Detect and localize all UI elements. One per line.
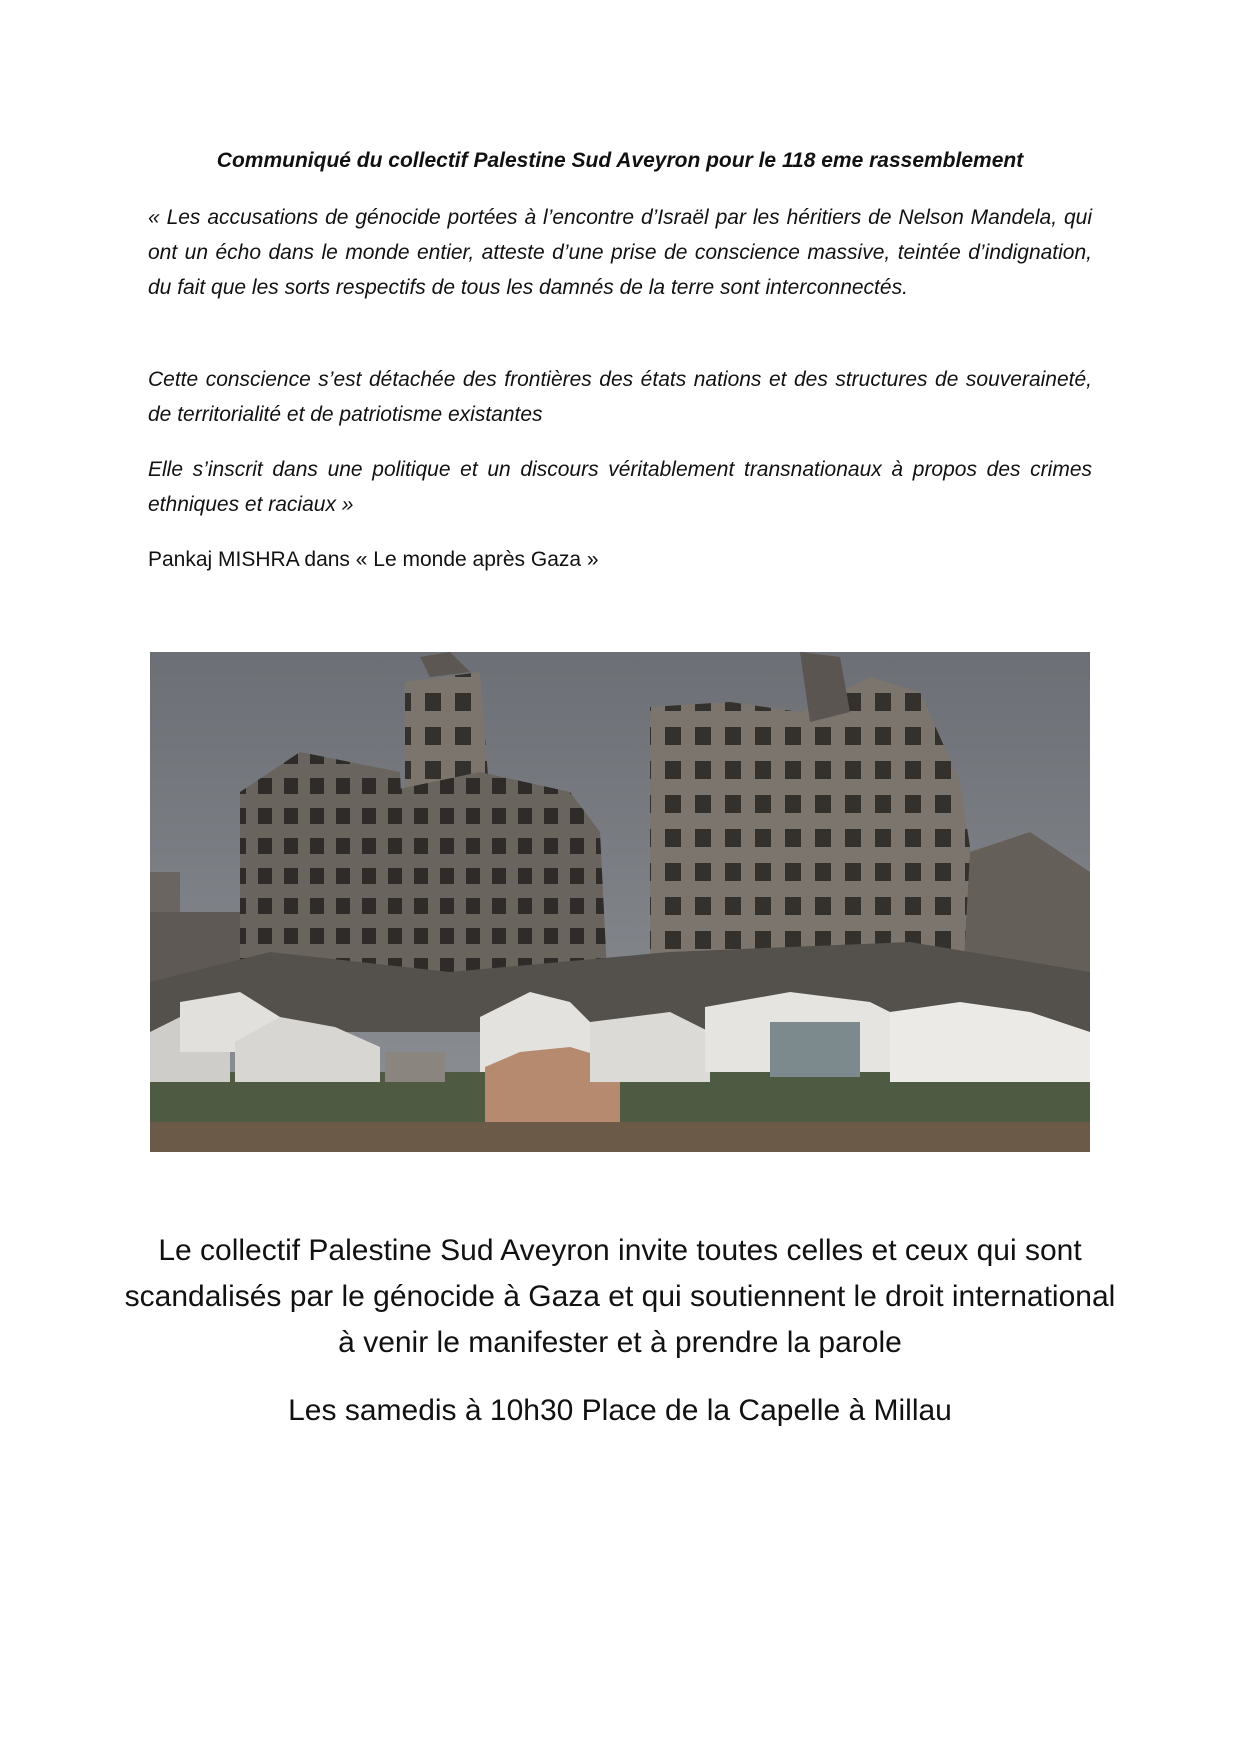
communique-title: Communiqué du collectif Palestine Sud Aveyron pour le 118 eme rassemblement: [216, 149, 1024, 172]
schedule-text: Les samedis à 10h30 Place de la Capelle à Millau: [288, 1394, 952, 1427]
invitation-text: Le collectif Palestine Sud Aveyron invite toutes celles et ceux qui sont scandalisés par le génocide à Gaza et qui soutiennent le droit international à venir le manifester et à prendre la parole: [124, 1234, 1116, 1359]
gaza-ruins-photo: [150, 652, 1090, 1152]
quote-paragraph-1: « Les accusations de génocide portées à l’encontre d’Israël par les héritiers de Nelson Mandela, qui ont un écho dans le monde entier, atteste d’une prise de conscience massive, teintée d’indignation, du fait que les sorts respectifs de tous les damnés de la terre sont interconnectés.: [148, 206, 1092, 299]
quote-paragraph-3: Elle s’inscrit dans une politique et un discours véritablement transnationaux à propos des crimes ethniques et raciaux »: [148, 458, 1092, 516]
quote-attribution: Pankaj MISHRA dans « Le monde après Gaza »: [148, 548, 599, 571]
quote-paragraph-2: Cette conscience s’est détachée des frontières des états nations et des structures de souveraineté, de territorialité et de patriotisme existantes: [148, 368, 1092, 426]
